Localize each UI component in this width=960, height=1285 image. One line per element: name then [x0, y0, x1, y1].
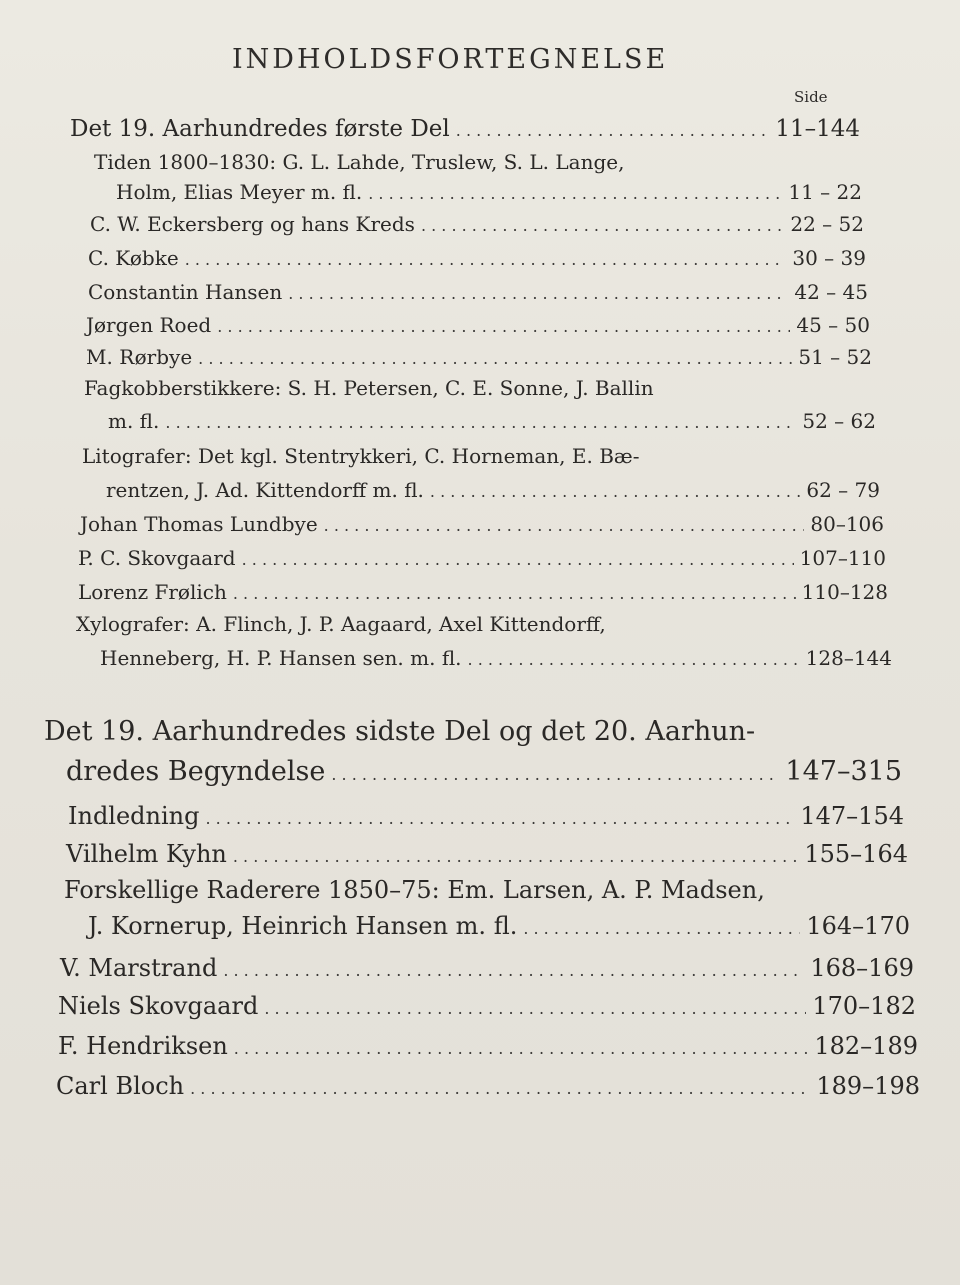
- toc-item-pages: 182–189: [814, 1032, 918, 1060]
- toc-item-label: F. Hendriksen: [58, 1032, 228, 1060]
- toc-item: [86, 313, 870, 337]
- dot-leader: [233, 584, 796, 603]
- toc-item-pages: 107–110: [799, 546, 886, 570]
- toc-item-pages: 168–169: [810, 954, 914, 982]
- dot-leader: [198, 349, 792, 368]
- section1-title: Det 19. Aarhundredes første Del: [70, 116, 450, 142]
- toc-item-label: Lorenz Frølich: [78, 580, 227, 604]
- toc-item-label: Carl Bloch: [56, 1072, 185, 1100]
- toc-item-pages: 30 – 39: [792, 246, 866, 270]
- toc-item-line2: Henneberg, H. P. Hansen sen. m. fl.: [100, 646, 462, 670]
- dot-leader: [264, 999, 806, 1018]
- toc-item: [100, 646, 892, 670]
- toc-item: [88, 280, 868, 304]
- toc-item-label: P. C. Skovgaard: [78, 546, 236, 570]
- toc-item-line2: m. fl.: [108, 409, 160, 433]
- toc-item-label: Constantin Hansen: [88, 280, 283, 304]
- toc-item: [78, 546, 886, 570]
- toc-item-label: V. Marstrand: [60, 954, 218, 982]
- toc-item-label: Vilhelm Kyhn: [66, 840, 227, 868]
- toc-item-line2: Holm, Elias Meyer m. fl.: [116, 180, 363, 204]
- toc-item-label: Niels Skovgaard: [58, 992, 259, 1020]
- toc-item-label: Johan Thomas Lundbye: [80, 512, 318, 536]
- section1-pages: 11–144: [775, 116, 860, 142]
- dot-leader: [331, 765, 779, 784]
- toc-item: [58, 992, 916, 1020]
- toc-item: [68, 802, 904, 830]
- toc-item-line2: rentzen, J. Ad. Kittendorff m. fl.: [106, 478, 424, 502]
- dot-leader: [468, 650, 800, 669]
- dot-leader: [217, 317, 790, 336]
- toc-item: [58, 1032, 918, 1060]
- toc-item: [86, 345, 872, 369]
- page-title: INDHOLDSFORTEGNELSE: [232, 44, 669, 75]
- toc-item: [88, 912, 910, 940]
- section2-pages: 147–315: [785, 756, 902, 787]
- toc-item-line1: Fagkobberstikkere: S. H. Petersen, C. E. Sonne, J. Ballin: [84, 376, 654, 400]
- dot-leader: [234, 1039, 809, 1058]
- toc-item-label: C. W. Eckersberg og hans Kreds: [90, 212, 415, 236]
- section2-title-line2: dredes Begyndelse: [66, 756, 326, 787]
- dot-leader: [288, 284, 788, 303]
- toc-item-label: C. Købke: [88, 246, 179, 270]
- dot-leader: [430, 482, 800, 501]
- toc-item: [78, 580, 888, 604]
- toc-item-pages: 170–182: [812, 992, 916, 1020]
- dot-leader: [206, 809, 795, 828]
- toc-item-pages: 45 – 50: [796, 313, 870, 337]
- toc-item-pages: 155–164: [804, 840, 908, 868]
- dot-leader: [223, 961, 804, 980]
- toc-item-pages: 52 – 62: [802, 409, 876, 433]
- dot-leader: [242, 550, 794, 569]
- toc-item-line1: Xylografer: A. Flinch, J. P. Aagaard, Axel Kittendorff,: [76, 612, 606, 636]
- toc-item: [80, 512, 884, 536]
- section2-heading: [66, 756, 902, 787]
- toc-item-line1: Litografer: Det kgl. Stentrykkeri, C. Horneman, E. Bæ-: [82, 444, 640, 468]
- dot-leader: [523, 919, 800, 938]
- toc-item-line2: J. Kornerup, Heinrich Hansen m. fl.: [88, 912, 518, 940]
- toc-item: [90, 212, 864, 236]
- toc-item-pages: 80–106: [810, 512, 884, 536]
- toc-item-label: Indledning: [68, 802, 200, 830]
- toc-item-pages: 51 – 52: [798, 345, 872, 369]
- dot-leader: [421, 216, 784, 235]
- toc-item-label: Jørgen Roed: [86, 313, 212, 337]
- side-column-label: Side: [794, 88, 828, 106]
- dot-leader: [233, 847, 799, 866]
- toc-item-pages: 42 – 45: [794, 280, 868, 304]
- toc-item-pages: 164–170: [806, 912, 910, 940]
- toc-item-pages: 22 – 52: [790, 212, 864, 236]
- dot-leader: [185, 250, 787, 269]
- dot-leader: [456, 121, 770, 140]
- toc-item-line1: Forskellige Raderere 1850–75: Em. Larsen, A. P. Madsen,: [64, 876, 765, 904]
- toc-item: [106, 478, 880, 502]
- toc-item-pages: 11 – 22: [788, 180, 862, 204]
- toc-item-label: M. Rørbye: [86, 345, 193, 369]
- toc-item: [60, 954, 914, 982]
- section2-title-line1: Det 19. Aarhundredes sidste Del og det 20. Aarhun-: [44, 716, 756, 747]
- toc-item: [56, 1072, 920, 1100]
- section1-heading: [70, 116, 860, 142]
- dot-leader: [190, 1079, 810, 1098]
- toc-item-pages: 128–144: [805, 646, 892, 670]
- toc-item: [108, 409, 876, 433]
- dot-leader: [165, 413, 796, 432]
- dot-leader: [324, 516, 805, 535]
- toc-item-pages: 147–154: [800, 802, 904, 830]
- toc-item-pages: 189–198: [816, 1072, 920, 1100]
- toc-item-pages: 62 – 79: [806, 478, 880, 502]
- dot-leader: [368, 184, 782, 203]
- toc-item: [88, 246, 866, 270]
- toc-item: [116, 180, 862, 204]
- toc-item-pages: 110–128: [801, 580, 888, 604]
- toc-item: [66, 840, 908, 868]
- toc-item-line1: Tiden 1800–1830: G. L. Lahde, Truslew, S. L. Lange,: [94, 150, 625, 174]
